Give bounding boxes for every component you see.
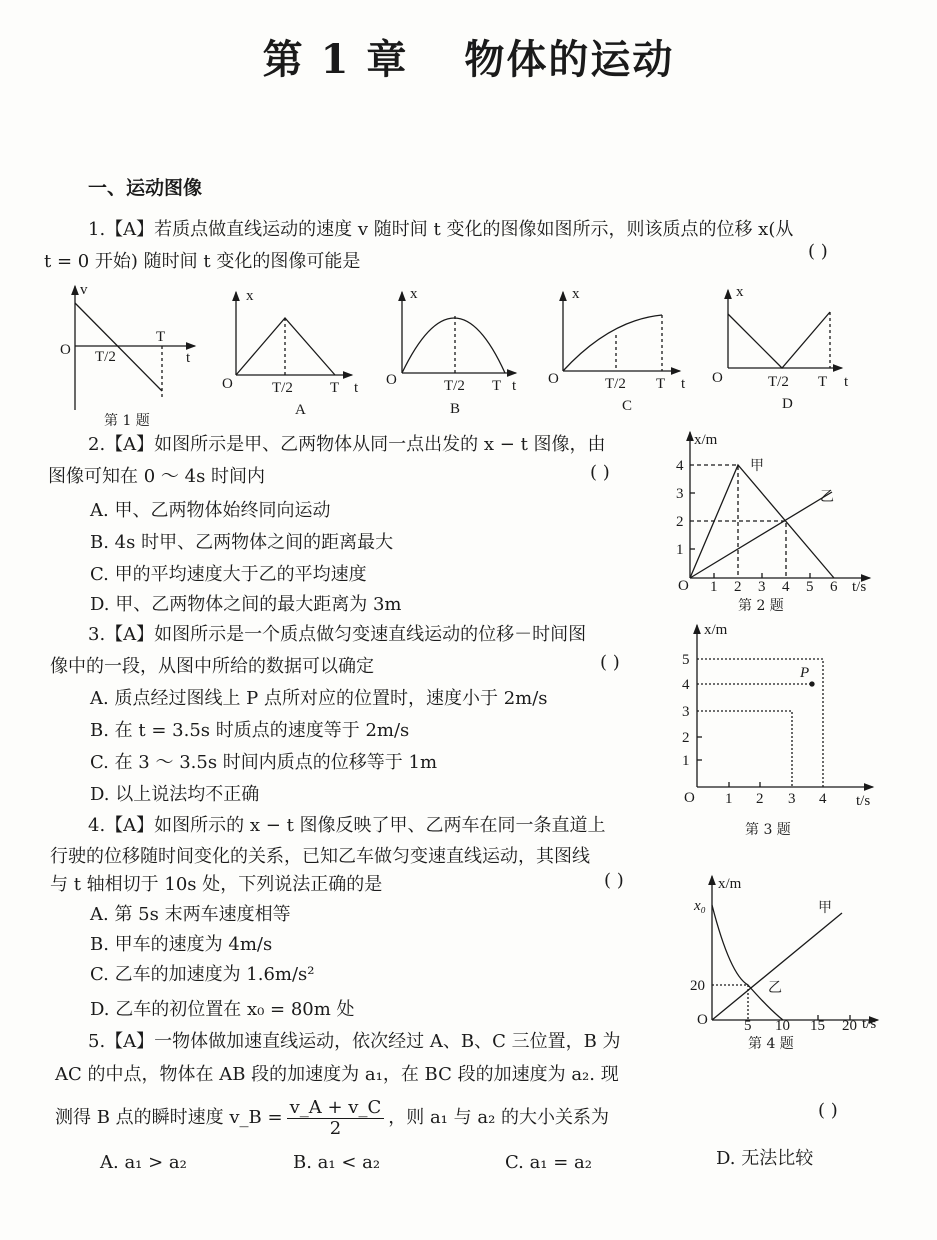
b-t: t bbox=[512, 378, 517, 394]
q3-xlabel: t/s bbox=[856, 793, 871, 809]
q2-xtick: 3 bbox=[758, 579, 766, 595]
fig1-origin: O bbox=[60, 342, 71, 358]
d-caption: D bbox=[782, 396, 793, 412]
d-t2: T/2 bbox=[768, 374, 789, 390]
q4-series-jia: 甲 bbox=[818, 900, 832, 916]
q1-answer-paren: ( ) bbox=[808, 241, 828, 262]
option-c-graph bbox=[563, 292, 680, 371]
q3-line2: 像中的一段，从图中所给的数据可以确定 bbox=[50, 656, 374, 677]
chapter-name: 物体的运动 bbox=[464, 36, 675, 83]
q2-line2: 图像可知在 0 ～ 4s 时间内 bbox=[48, 466, 266, 487]
q4-answer-paren: ( ) bbox=[604, 870, 624, 891]
fraction-denominator: 2 bbox=[329, 1117, 342, 1139]
q1-line2: t = 0 开始) 随时间 t 变化的图像可能是 bbox=[44, 251, 361, 272]
q2-series-yi: 乙 bbox=[820, 489, 834, 505]
fig1-T: T bbox=[156, 329, 166, 345]
q4-line2: 行驶的位移随时间变化的关系，已知乙车做匀变速直线运动，其图线 bbox=[50, 846, 590, 867]
fig1-t2: T/2 bbox=[95, 349, 116, 365]
b-x-label: x bbox=[410, 286, 418, 302]
q2-ytick: 1 bbox=[676, 542, 684, 558]
a-t: t bbox=[354, 380, 359, 396]
q4-ylabel: x/m bbox=[718, 876, 742, 892]
q3-xtick: 3 bbox=[788, 791, 796, 807]
q3-xtick: 2 bbox=[756, 791, 764, 807]
fig1-caption: 第 1 题 bbox=[104, 413, 150, 429]
q3-point-p: P bbox=[800, 665, 810, 681]
q3-ytick: 4 bbox=[682, 677, 690, 693]
b-t2: T/2 bbox=[444, 378, 465, 394]
q4-option-b: B. 甲车的速度为 4m/s bbox=[90, 934, 273, 955]
q2-xtick: 2 bbox=[734, 579, 742, 595]
q5-option-c: C. a₁ = a₂ bbox=[505, 1152, 592, 1173]
q5-option-a: A. a₁ > a₂ bbox=[100, 1152, 187, 1173]
a-t2: T/2 bbox=[272, 380, 293, 396]
q3-ytick: 2 bbox=[682, 730, 690, 746]
q2-xtick: 6 bbox=[830, 579, 838, 595]
q2-xtick: 1 bbox=[710, 579, 718, 595]
q5-line2: AC 的中点，物体在 AB 段的加速度为 a₁，在 BC 段的加速度为 a₂. 现 bbox=[55, 1064, 619, 1085]
q3-xtick: 4 bbox=[819, 791, 827, 807]
c-T: T bbox=[656, 376, 666, 392]
q4-series-yi: 乙 bbox=[768, 980, 782, 996]
q4-option-c: C. 乙车的加速度为 1.6m/s² bbox=[90, 964, 315, 985]
q2-ylabel: x/m bbox=[694, 432, 718, 448]
q2-xlabel: t/s bbox=[852, 579, 867, 595]
q2-option-c: C. 甲的平均速度大于乙的平均速度 bbox=[90, 564, 367, 585]
q4-ytick: 20 bbox=[690, 978, 705, 994]
option-b-graph bbox=[402, 292, 516, 373]
q2-origin: O bbox=[678, 578, 689, 594]
q5-option-d: D. 无法比较 bbox=[716, 1148, 814, 1169]
q1-line1: 1.【A】若质点做直线运动的速度 v 随时间 t 变化的图像如图所示，则该质点的位移 x(从 bbox=[88, 219, 794, 240]
chapter-number: 第 1 章 bbox=[262, 36, 409, 83]
a-x-label: x bbox=[246, 288, 254, 304]
d-T: T bbox=[818, 374, 828, 390]
q3-line1: 3.【A】如图所示是一个质点做匀变速直线运动的位移－时间图 bbox=[88, 624, 587, 645]
q2-xtick: 4 bbox=[782, 579, 790, 595]
q4-line1: 4.【A】如图所示的 x − t 图像反映了甲、乙两车在同一条直道上 bbox=[88, 815, 606, 836]
q4-xtick: 20 bbox=[842, 1018, 857, 1034]
q3-answer-paren: ( ) bbox=[600, 652, 620, 673]
fig1-vt-graph bbox=[75, 286, 195, 410]
q2-series-jia: 甲 bbox=[750, 458, 764, 474]
q3-option-a: A. 质点经过图线上 P 点所对应的位置时，速度小于 2m/s bbox=[90, 688, 548, 709]
q5-line3-pre: 测得 B 点的瞬时速度 v_B = bbox=[55, 1107, 283, 1128]
b-caption: B bbox=[450, 401, 461, 417]
q3-xt-graph bbox=[697, 625, 873, 787]
q2-xt-graph bbox=[690, 432, 870, 578]
q3-ytick: 1 bbox=[682, 753, 690, 769]
q4-x0: x₀ bbox=[694, 898, 706, 914]
q4-caption: 第 4 题 bbox=[748, 1036, 794, 1052]
option-a-graph bbox=[236, 292, 352, 375]
q3-ytick: 3 bbox=[682, 704, 690, 720]
b-origin: O bbox=[386, 372, 397, 388]
q2-ytick: 2 bbox=[676, 514, 684, 530]
q3-caption: 第 3 题 bbox=[745, 822, 791, 838]
q4-xtick: 5 bbox=[744, 1018, 752, 1034]
q4-line3: 与 t 轴相切于 10s 处，下列说法正确的是 bbox=[50, 874, 383, 895]
q2-caption: 第 2 题 bbox=[738, 598, 784, 614]
c-t: t bbox=[681, 376, 686, 392]
q2-option-b: B. 4s 时甲、乙两物体之间的距离最大 bbox=[90, 532, 394, 553]
c-t2: T/2 bbox=[605, 376, 626, 392]
q3-ytick: 5 bbox=[682, 652, 690, 668]
q2-option-d: D. 甲、乙两物体之间的最大距离为 3m bbox=[90, 594, 402, 615]
q2-line1: 2.【A】如图所示是甲、乙两物体从同一点出发的 x − t 图像，由 bbox=[88, 434, 606, 455]
q2-option-a: A. 甲、乙两物体始终同向运动 bbox=[90, 500, 331, 521]
q5-option-b: B. a₁ < a₂ bbox=[293, 1152, 381, 1173]
fig1-t: t bbox=[186, 350, 191, 366]
q2-ytick: 3 bbox=[676, 486, 684, 502]
q4-origin: O bbox=[697, 1012, 708, 1028]
q3-xtick: 1 bbox=[725, 791, 733, 807]
d-x-label: x bbox=[736, 284, 744, 300]
q4-option-d: D. 乙车的初位置在 x₀ = 80m 处 bbox=[90, 999, 355, 1020]
b-T: T bbox=[492, 378, 502, 394]
fig1-v-label: v bbox=[80, 282, 88, 298]
q3-origin: O bbox=[684, 790, 695, 806]
c-x-label: x bbox=[572, 286, 580, 302]
q2-xtick: 5 bbox=[806, 579, 814, 595]
q4-option-a: A. 第 5s 末两车速度相等 bbox=[90, 904, 291, 925]
q4-xt-graph bbox=[712, 876, 878, 1020]
option-d-graph bbox=[728, 290, 842, 368]
a-origin: O bbox=[222, 376, 233, 392]
q3-option-b: B. 在 t = 3.5s 时质点的速度等于 2m/s bbox=[90, 720, 410, 741]
q2-ytick: 4 bbox=[676, 458, 684, 474]
d-t: t bbox=[844, 374, 849, 390]
section-heading: 一、运动图像 bbox=[88, 177, 203, 199]
c-origin: O bbox=[548, 371, 559, 387]
q4-xtick: 10 bbox=[775, 1018, 790, 1034]
q4-xtick: 15 bbox=[810, 1018, 825, 1034]
a-T: T bbox=[330, 380, 340, 396]
q5-line3-post: ，则 a₁ 与 a₂ 的大小关系为 bbox=[388, 1107, 610, 1128]
a-caption: A bbox=[295, 402, 306, 418]
q2-answer-paren: ( ) bbox=[590, 462, 610, 483]
q4-xlabel: t/s bbox=[862, 1016, 877, 1032]
d-origin: O bbox=[712, 370, 723, 386]
fraction-numerator: v_A + v_C bbox=[287, 1098, 385, 1119]
q3-ylabel: x/m bbox=[704, 622, 728, 638]
q3-option-c: C. 在 3 ～ 3.5s 时间内质点的位移等于 1m bbox=[90, 752, 438, 773]
q5-line1: 5.【A】一物体做加速直线运动，依次经过 A、B、C 三位置，B 为 bbox=[88, 1031, 621, 1052]
q3-option-d: D. 以上说法均不正确 bbox=[90, 784, 260, 805]
c-caption: C bbox=[622, 398, 633, 414]
q5-answer-paren: ( ) bbox=[818, 1100, 838, 1121]
